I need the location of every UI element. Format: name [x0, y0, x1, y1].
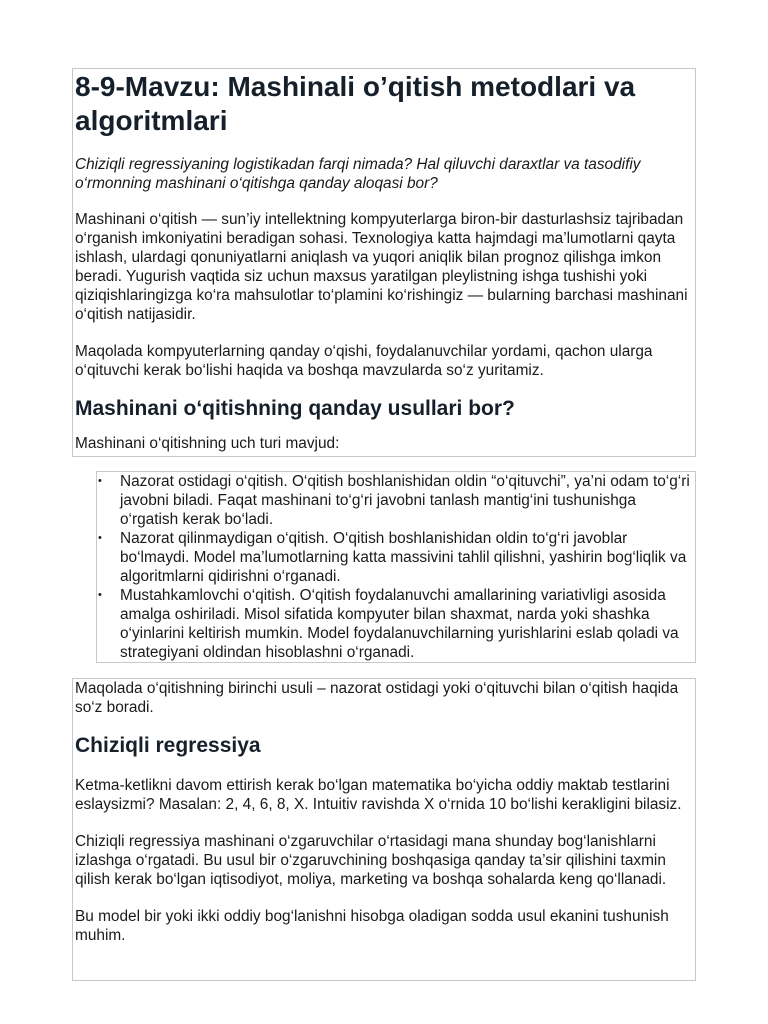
regression-paragraph-1: Ketma-ketlikni davom ettirish kerak bo‘lgan matematika bo‘yicha oddiy maktab testlarini eslaysizmi? Masalan: 2, 4, 6, 8, X. Intuitiv ravishda X o‘rnida 10 bo‘lishi kerakligini bilasiz. [75, 777, 682, 813]
transition-paragraph: Maqolada o‘qitishning birinchi usuli – nazorat ostidagi yoki o‘qituvchi bilan o‘qitish haqida so‘z boradi. [75, 680, 679, 716]
bullet-icon: • [98, 589, 102, 601]
list-item-text: Mustahkamlovchi o‘qitish. O‘qitish foydalanuvchi amallarining variativligi asosida amalga oshiriladi. Misol sifatida kompyuter bilan shaxmat, narda yoki shashka o‘yinlarini keltirish mumkin. Model foydalanuvchilarning yurishlarini eslab qoladi va strategiyani oldindan hisoblashni o‘rganadi. [120, 587, 679, 661]
list-item-text: Nazorat ostidagi o‘qitish. O‘qitish boshlanishidan oldin “o‘qituvchi”, ya’ni odam to‘g‘ri javobni biladi. Faqat mashinani to‘g‘ri javobni tanlash mantig‘ini tushunishga o‘rgatish kerak bo‘ladi. [120, 473, 690, 528]
regression-paragraph-2: Chiziqli regressiya mashinani o‘zgaruvchilar o‘rtasidagi mana shunday bog‘lanishlarni izlashga o‘rgatadi. Bu usul bir o‘zgaruvchining boshqasiga qanday ta’sir qilishini taxmin qilish kerak bo‘lgan iqtisodiyot, moliya, marketing va boshqa sohalarda keng qo‘llanadi. [75, 833, 667, 888]
intro-paragraph: Mashinani o‘qitish — sun’iy intellektning kompyuterlarga biron-bir dasturlashsiz tajribadan o‘rganish imkoniyatini beradigan sohasi. Texnologiya katta hajmdagi ma’lumotlarni qayta ishlash, ulardagi qonuniyatlarni aniqlash va yuqori aniqlik bilan prognoz qilishga imkon beradi. Yugurish vaqtida siz uchun maxsus yaratilgan pleylistning ishga tushishi yoki qiziqishlaringizga ko‘ra mahsulotlar to‘plamini ko‘rishingiz — bularning barchasi mashinani o‘qitish natijasidir. [75, 211, 688, 323]
intro-block [72, 68, 696, 457]
section-heading-linear-regression: Chiziqli regressiya [75, 734, 261, 757]
list-item [97, 586, 693, 662]
lead-question: Chiziqli regressiyaning logistikadan farqi nimada? Hal qiluvchi daraxtlar va tasodifiy o‘rmonning mashinani o‘qitishga qanday aloqasi bor? [75, 156, 641, 192]
methods-intro: Mashinani o‘qitishning uch turi mavjud: [75, 435, 340, 452]
regression-block [72, 678, 696, 981]
list-item [97, 529, 693, 586]
section-heading-methods: Mashinani o‘qitishning qanday usullari bor? [75, 397, 515, 420]
bullet-icon: • [98, 475, 102, 487]
bullet-icon: • [98, 532, 102, 544]
list-item [97, 472, 693, 529]
list-item-text: Nazorat qilinmaydigan o‘qitish. O‘qitish boshlanishidan oldin to‘g‘ri javoblar bo‘lmaydi. Model ma’lumotlarning katta massivini tahlil qilishni, yashirin bog‘liqlik va algoritmlarni qidirishni o‘rganadi. [120, 530, 687, 585]
regression-paragraph-3: Bu model bir yoki ikki oddiy bog‘lanishni hisobga oladigan sodda usul ekanini tushunish muhim. [75, 908, 669, 944]
learning-types-block [96, 471, 696, 663]
learning-types-list [97, 472, 693, 662]
page-title: 8-9-Mavzu: Mashinali o’qitish metodlari va algoritmlari [75, 71, 636, 136]
intro-paragraph-2: Maqolada kompyuterlarning qanday o‘qishi, foydalanuvchilar yordami, qachon ularga o‘qituvchi kerak bo‘lishi haqida va boshqa mavzularda so‘z yuritamiz. [75, 343, 653, 379]
